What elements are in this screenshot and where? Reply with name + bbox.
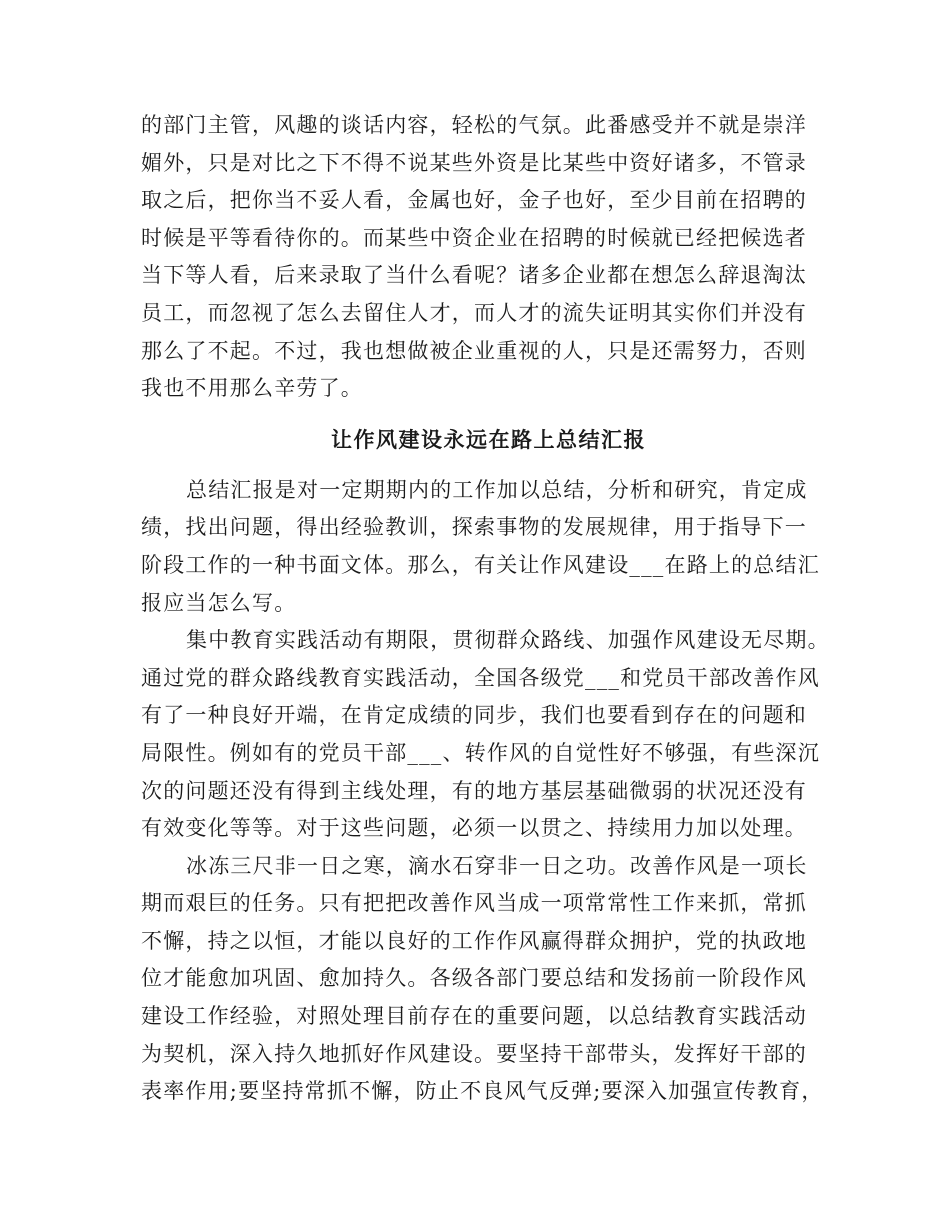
paragraph-line: 局限性。例如有的党员干部___、转作风的自觉性好不够强，有些深沉 <box>141 740 820 765</box>
paragraph-summary-definition <box>141 472 826 622</box>
paragraph-education-campaign <box>141 622 830 848</box>
paragraph-line: 媚外，只是对比之下不得不说某些外资是比某些中资好诸多，不管录 <box>141 150 807 175</box>
paragraph-line: 次的问题还没有得到主线处理，有的地方基层基础微弱的状况还没有 <box>141 778 807 803</box>
paragraph-line: 冰冻三尺非一日之寒，滴水石穿非一日之功。改善作风是一项长 <box>186 853 808 878</box>
paragraph-line: 员工，而忽视了怎么去留住人才，而人才的流失证明其实你们并没有 <box>141 300 807 325</box>
paragraph-line: 期而艰巨的任务。只有把把改善作风当成一项常常性工作来抓，常抓 <box>141 891 807 916</box>
paragraph-line: 有了一种良好开端，在肯定成绩的同步，我们也要看到存在的问题和 <box>141 703 807 728</box>
paragraph-line: 我也不用那么辛劳了。 <box>141 376 363 401</box>
paragraph-line: 不懈，持之以恒，才能以良好的工作作风赢得群众拥护，党的执政地 <box>141 928 807 953</box>
paragraph-line: 建设工作经验，对照处理目前存在的重要问题，以总结教育实践活动 <box>141 1004 807 1029</box>
intro-paragraph <box>141 107 826 408</box>
paragraph-line: 时候是平等看待你的。而某些中资企业在招聘的时候就已经把候选者 <box>141 225 807 250</box>
paragraph-line: 集中教育实践活动有期限，贯彻群众路线、加强作风建设无尽期。 <box>186 628 830 653</box>
paragraph-line: 为契机，深入持久地抓好作风建设。要坚持干部带头，发挥好干部的 <box>141 1041 807 1066</box>
document-page <box>141 107 830 1111</box>
paragraph-line: 总结汇报是对一定期期内的工作加以总结，分析和研究，肯定成 <box>186 477 808 502</box>
paragraph-line: 表率作用;要坚持常抓不懈，防止不良风气反弹;要深入加强宣传教育， <box>141 1079 824 1104</box>
paragraph-line: 的部门主管，风趣的谈话内容，轻松的气氛。此番感受并不就是崇洋 <box>141 113 807 137</box>
paragraph-line: 当下等人看，后来录取了当什么看呢？诸多企业都在想怎么辞退淘汰 <box>141 263 807 288</box>
paragraph-line: 通过党的群众路线教育实践活动，全国各级党___和党员干部改善作风 <box>141 665 820 690</box>
paragraph-line: 阶段工作的一种书面文体。那么，有关让作风建设___在路上的总结汇 <box>141 552 820 577</box>
section-title: 让作风建设永远在路上总结汇报 <box>331 426 646 452</box>
paragraph-long-term-task <box>141 848 826 1111</box>
paragraph-line: 位才能愈加巩固、愈加持久。各级各部门要总结和发扬前一阶段作风 <box>141 966 807 991</box>
paragraph-line: 那么了不起。不过，我也想做被企业重视的人，只是还需努力，否则 <box>141 338 807 363</box>
paragraph-line: 报应当怎么写。 <box>141 590 297 615</box>
paragraph-line: 取之后，把你当不妥人看，金属也好，金子也好，至少目前在招聘的 <box>141 188 807 213</box>
paragraph-line: 绩，找出问题，得出经验教训，探索事物的发展规律，用于指导下一 <box>141 515 807 540</box>
paragraph-line: 有效变化等等。对于这些问题，必须一以贯之、持续用力加以处理。 <box>141 816 807 841</box>
